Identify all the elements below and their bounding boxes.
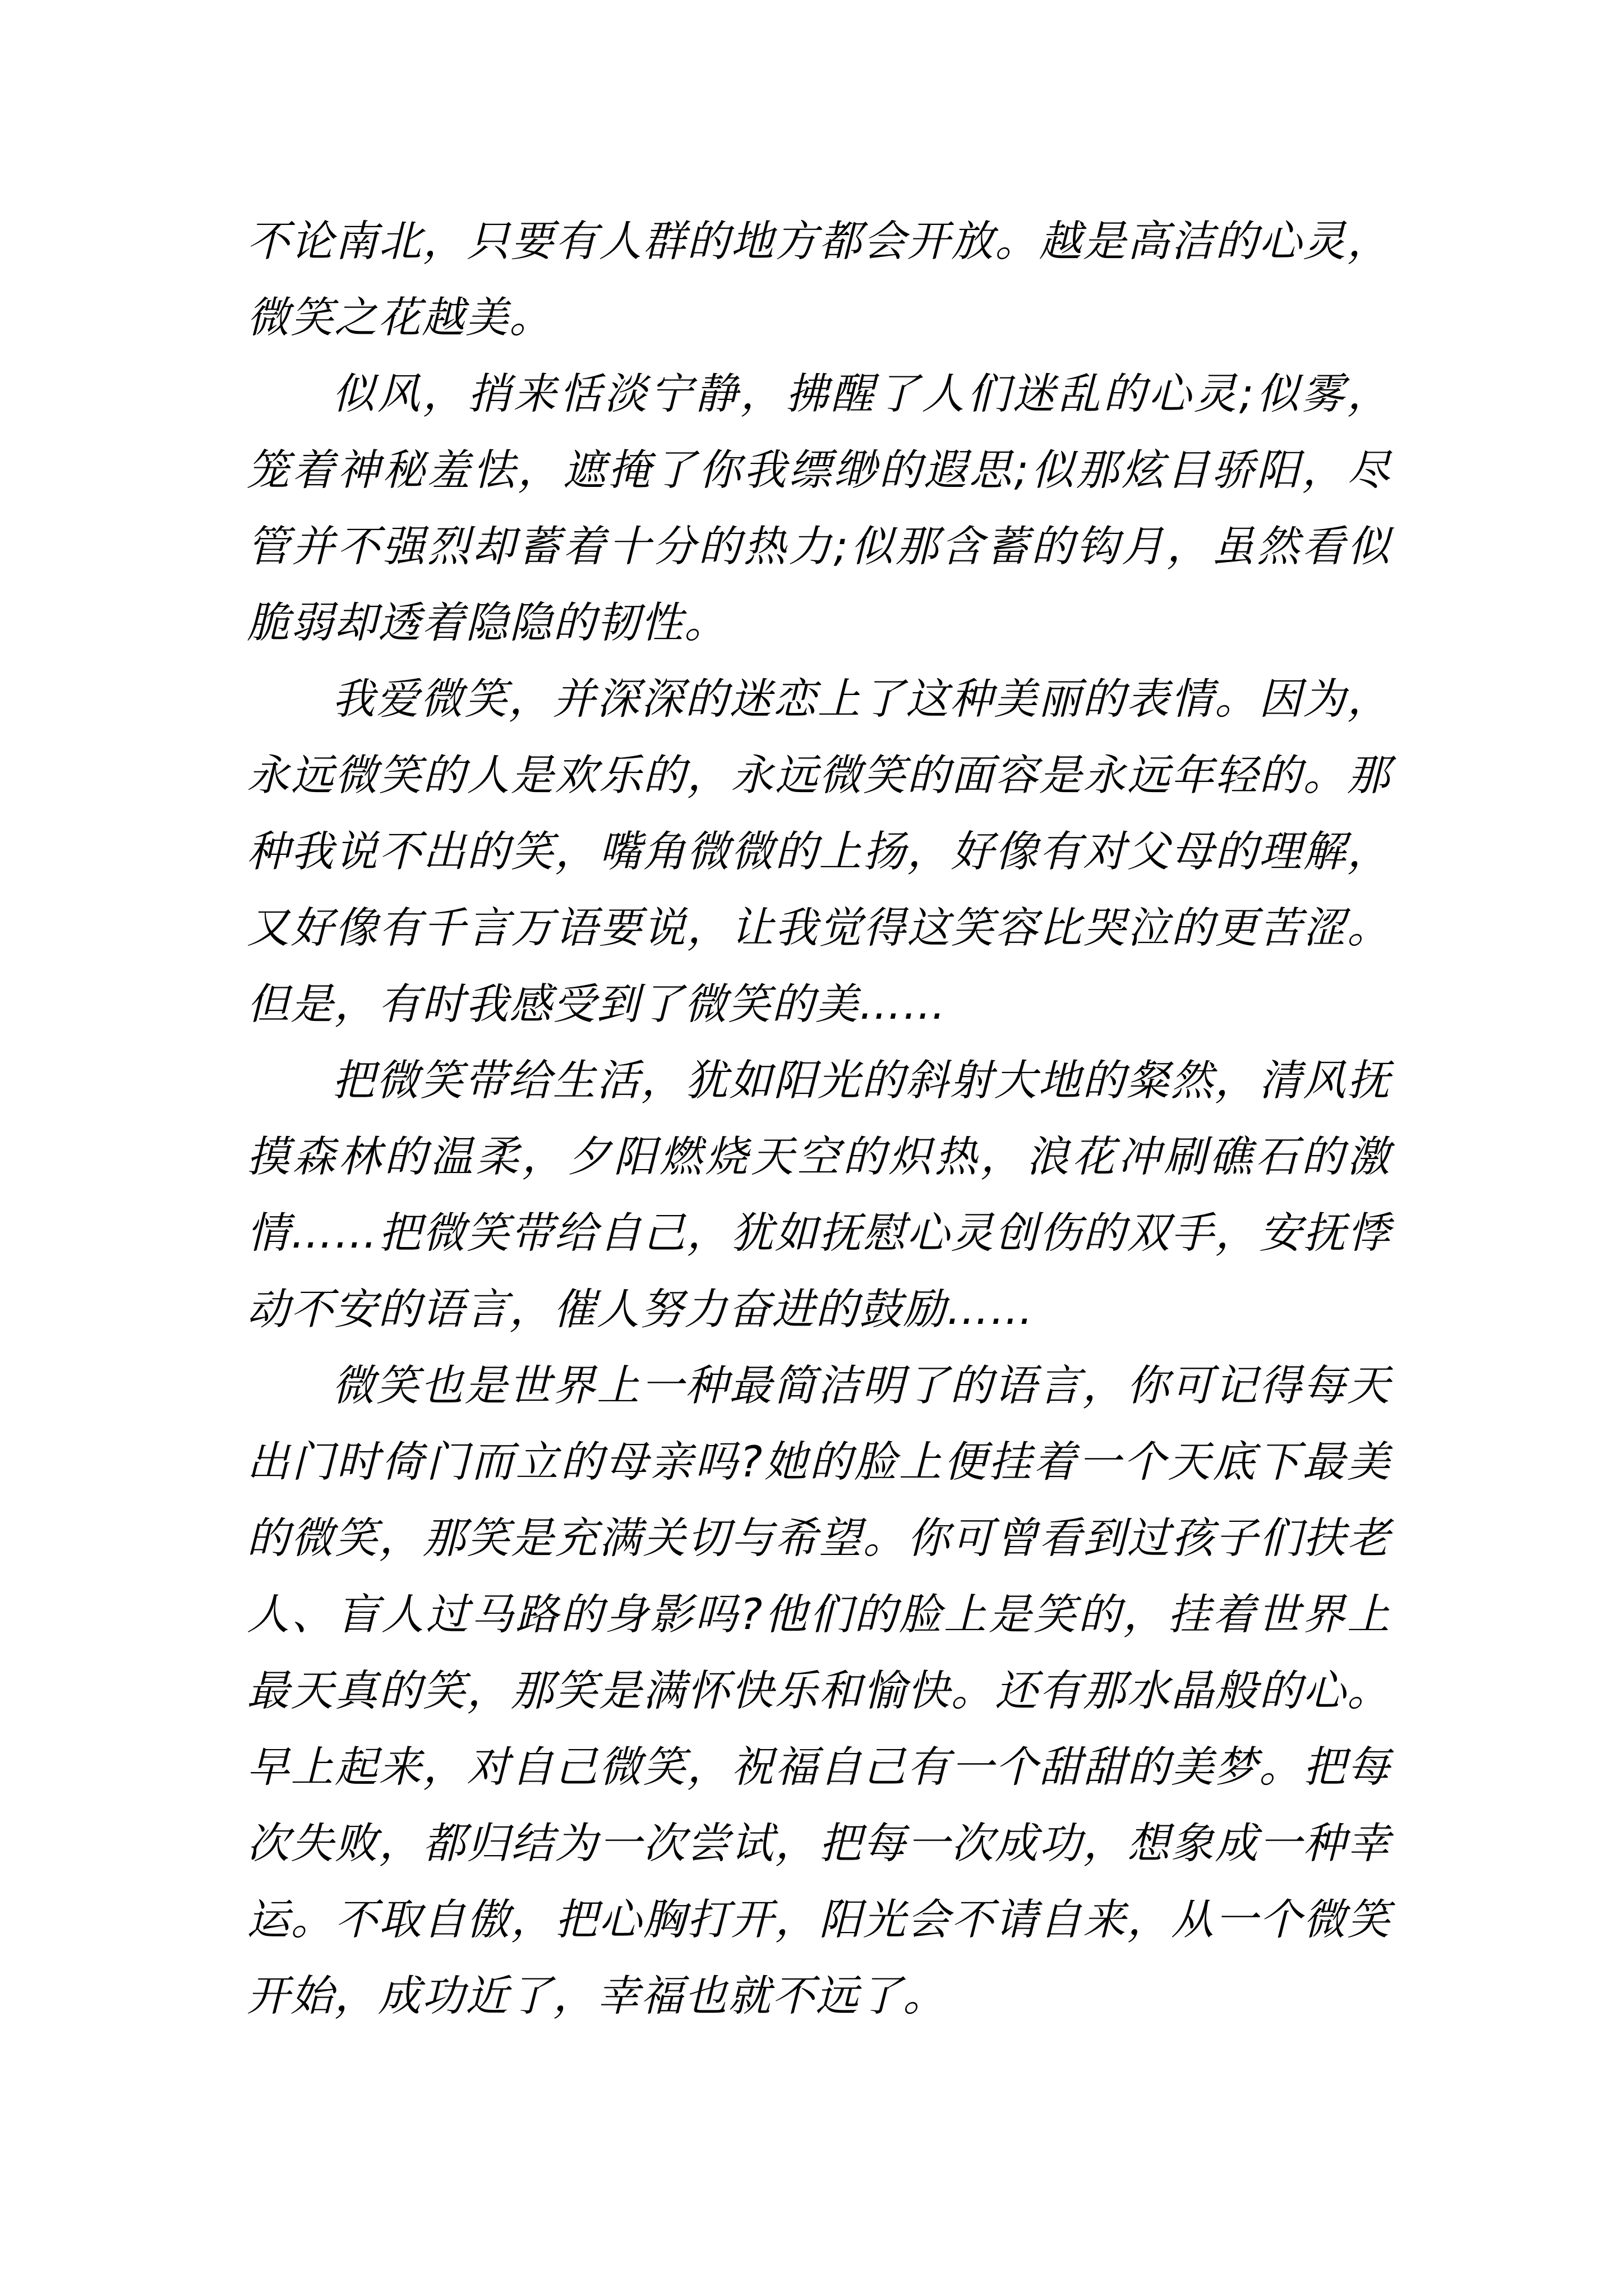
paragraph-like-wind: 似风，捎来恬淡宁静，拂醒了人们迷乱的心灵;似雾，笼着神秘羞怯，遮掩了你我缥缈的遐思;似那炫目骄阳，尽管并不强烈却蓄着十分的热力;似那含蓄的钩月，虽然看似脆弱却透着隐隐的韧性。 bbox=[247, 369, 1391, 647]
paragraph-continuation: 不论南北，只要有人群的地方都会开放。越是高洁的心灵，微笑之花越美。 bbox=[247, 216, 1391, 342]
paragraph-bring-smile-to-life: 把微笑带给生活，犹如阳光的斜射大地的粲然，清风抚摸森林的温柔，夕阳燃烧天空的炽热，浪花冲刷礁石的激情……把微笑带给自己，犹如抚慰心灵创伤的双手，安抚悸动不安的语言，催人努力奋进的鼓励…… bbox=[247, 1055, 1391, 1334]
essay-body-text bbox=[247, 203, 1391, 2034]
paragraph-smile-simplest-language: 微笑也是世界上一种最简洁明了的语言，你可记得每天出门时倚门而立的母亲吗?她的脸上便挂着一个天底下最美的微笑，那笑是充满关切与希望。你可曾看到过孩子们扶老人、盲人过马路的身影吗?他们的脸上是笑的，挂着世界上最天真的笑，那笑是满怀快乐和愉快。还有那水晶般的心。早上起来，对自己微笑，祝福自己有一个甜甜的美梦。把每次失败，都归结为一次尝试，把每一次成功，想象成一种幸运。不取自傲，把心胸打开，阳光会不请自来，从一个微笑开始，成功近了，幸福也就不远了。 bbox=[247, 1360, 1391, 2021]
paragraph-i-love-smiling: 我爱微笑，并深深的迷恋上了这种美丽的表情。因为，永远微笑的人是欢乐的，永远微笑的面容是永远年轻的。那种我说不出的笑，嘴角微微的上扬，好像有对父母的理解，又好像有千言万语要说，让我觉得这笑容比哭泣的更苦涩。但是，有时我感受到了微笑的美…… bbox=[247, 674, 1391, 1029]
